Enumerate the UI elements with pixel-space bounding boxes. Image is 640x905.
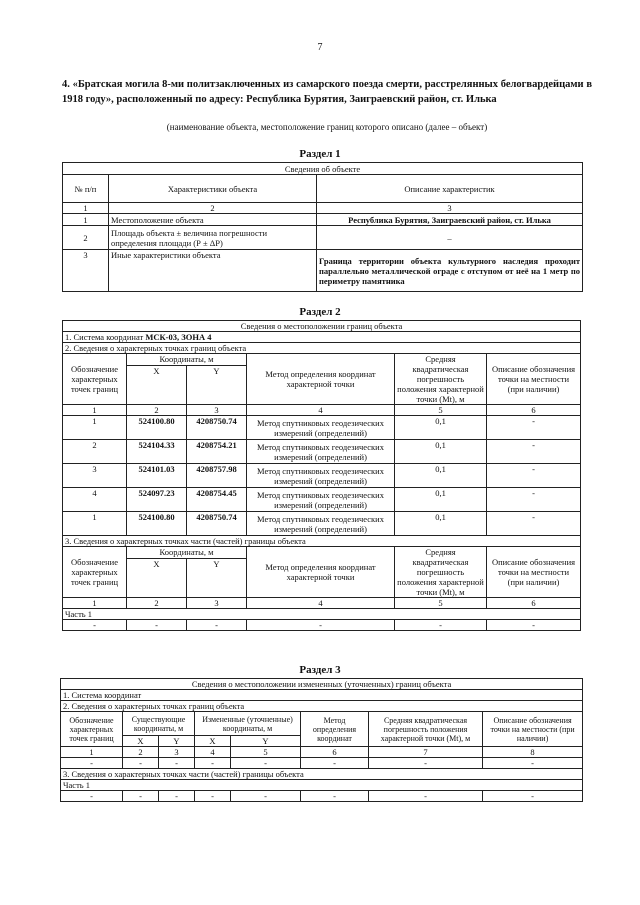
col-index: 7	[369, 747, 483, 758]
empty-cell: -	[123, 758, 159, 769]
empty-cell: -	[231, 758, 301, 769]
point-x: 524100.80	[127, 512, 187, 536]
point-x: 524101.03	[127, 464, 187, 488]
empty-cell: -	[483, 758, 583, 769]
designation-header: Обозначение характерных точек границ	[61, 712, 123, 747]
table-row	[63, 440, 581, 464]
col-index: 3	[187, 405, 247, 416]
point-description: -	[487, 464, 581, 488]
changed-coords-header: Измененные (уточненные) координаты, м	[195, 712, 301, 736]
col-index: 1	[63, 203, 109, 214]
section1-title: Раздел 1	[299, 148, 341, 160]
section2-table-title: Сведения о местоположении границ объекта	[63, 321, 581, 332]
x-header: X	[195, 736, 231, 747]
col-index: 5	[395, 598, 487, 609]
point-x: 524097.23	[127, 488, 187, 512]
coordinate-system-label: 1. Система координат	[65, 332, 146, 342]
empty-cell: -	[247, 620, 395, 631]
point-method: Метод спутниковых геодезических измерений (определений)	[247, 440, 395, 464]
col-index: 3	[187, 598, 247, 609]
heading-note: (наименование объекта, местоположение границ которого описано (далее – объект)	[166, 122, 488, 132]
x-header: X	[127, 558, 187, 597]
coordinate-system: 1. Система координат	[61, 690, 583, 701]
parts-title: 3. Сведения о характерных точках части (частей) границы объекта	[63, 536, 581, 547]
point-description-header: Описание обозначения точки на местности (при наличии)	[487, 354, 581, 405]
coords-header: Координаты, м	[127, 354, 247, 366]
empty-cell: -	[301, 758, 369, 769]
col-index: 2	[127, 598, 187, 609]
empty-cell: -	[231, 791, 301, 802]
table-row	[63, 464, 581, 488]
point-description: -	[487, 416, 581, 440]
point-method: Метод спутниковых геодезических измерений (определений)	[247, 416, 395, 440]
characteristic-name: Местоположение объекта	[109, 214, 317, 226]
section1-table	[62, 162, 583, 292]
point-number: 1	[63, 416, 127, 440]
col-index: 5	[395, 405, 487, 416]
point-y: 4208757.98	[187, 464, 247, 488]
col-index: 8	[483, 747, 583, 758]
point-x: 524104.33	[127, 440, 187, 464]
y-header: Y	[187, 365, 247, 404]
point-rmse: 0,1	[395, 440, 487, 464]
characteristic-name: Площадь объекта ± величина погрешности определения площади (Р ± ΔР)	[109, 226, 317, 250]
method-header: Метод определения координат характерной точки	[247, 354, 395, 405]
parts-title: 3. Сведения о характерных точках части (частей) границы объекта	[61, 769, 583, 780]
characteristic-value: Граница территории объекта культурного наследия проходит параллельно металлической ограде с отступом от неё на 1 метр по периметру памятника	[317, 250, 583, 292]
table-row	[63, 416, 581, 440]
empty-cell: -	[61, 791, 123, 802]
empty-cell: -	[159, 758, 195, 769]
table-row	[61, 791, 583, 802]
y-header: Y	[231, 736, 301, 747]
col-index: 3	[317, 203, 583, 214]
col-index: 1	[63, 405, 127, 416]
object-heading: 4. «Братская могила 8-ми политзаключенных из самарского поезда смерти, расстрелянных белогвардейцами в 1918 году», расположенный по адресу: Республика Бурятия, Заиграевский район, ст. Илька	[62, 79, 592, 105]
empty-cell: -	[195, 758, 231, 769]
table-row	[63, 488, 581, 512]
section2-title: Раздел 2	[299, 306, 341, 318]
empty-cell: -	[123, 791, 159, 802]
col-index: 4	[195, 747, 231, 758]
rmse-header: Средняя квадратическая погрешность положения характерной точки (Mt), м	[395, 354, 487, 405]
section3-table	[60, 678, 583, 802]
empty-cell: -	[301, 791, 369, 802]
col-index: 5	[231, 747, 301, 758]
characteristic-value: –	[317, 226, 583, 250]
points-title: 2. Сведения о характерных точках границ объекта	[63, 343, 581, 354]
row-number: 3	[63, 250, 109, 292]
section3-title: Раздел 3	[299, 664, 341, 676]
coords-header: Координаты, м	[127, 547, 247, 559]
rmse-header: Средняя квадратическая погрешность положения характерной точки (Mt), м	[395, 547, 487, 598]
col-index: 4	[247, 405, 395, 416]
characteristic-value: Республика Бурятия, Заиграевский район, ст. Илька	[317, 214, 583, 226]
col-index: 1	[61, 747, 123, 758]
empty-cell: -	[487, 620, 581, 631]
designation-header: Обозначение характерных точек границ	[63, 547, 127, 598]
point-y: 4208754.45	[187, 488, 247, 512]
point-rmse: 0,1	[395, 512, 487, 536]
col-index: 1	[63, 598, 127, 609]
col-characteristics-header: Характеристики объекта	[109, 175, 317, 203]
y-header: Y	[187, 558, 247, 597]
col-index: 2	[127, 405, 187, 416]
x-header: X	[127, 365, 187, 404]
empty-cell: -	[369, 791, 483, 802]
x-header: X	[123, 736, 159, 747]
point-number: 4	[63, 488, 127, 512]
table-row	[63, 250, 583, 292]
empty-cell: -	[395, 620, 487, 631]
table-row	[61, 758, 583, 769]
col-index: 4	[247, 598, 395, 609]
existing-coords-header: Существующие координаты, м	[123, 712, 195, 736]
characteristic-name: Иные характеристики объекта	[109, 250, 317, 292]
point-description: -	[487, 488, 581, 512]
point-rmse: 0,1	[395, 464, 487, 488]
empty-cell: -	[127, 620, 187, 631]
method-header: Метод определения координат	[301, 712, 369, 747]
section1-table-title: Сведения об объекте	[63, 163, 583, 175]
point-description: -	[487, 512, 581, 536]
coordinate-system-value: МСК-03, ЗОНА 4	[145, 332, 212, 342]
designation-header: Обозначение характерных точек границ	[63, 354, 127, 405]
points-title: 2. Сведения о характерных точках границ объекта	[61, 701, 583, 712]
section3-table-title: Сведения о местоположении измененных (уточненных) границ объекта	[61, 679, 583, 690]
empty-cell: -	[483, 791, 583, 802]
table-row	[63, 620, 581, 631]
col-index: 6	[487, 405, 581, 416]
section2-table	[62, 320, 581, 631]
empty-cell: -	[187, 620, 247, 631]
method-header: Метод определения координат характерной точки	[247, 547, 395, 598]
col-index: 6	[487, 598, 581, 609]
point-description-header: Описание обозначения точки на местности (при наличии)	[487, 547, 581, 598]
rmse-header: Средняя квадратическая погрешность положения характерной точки (Mt), м	[369, 712, 483, 747]
row-number: 2	[63, 226, 109, 250]
point-rmse: 0,1	[395, 416, 487, 440]
coordinate-system	[63, 332, 581, 343]
empty-cell: -	[63, 620, 127, 631]
y-header: Y	[159, 736, 195, 747]
point-x: 524100.80	[127, 416, 187, 440]
empty-cell: -	[369, 758, 483, 769]
empty-cell: -	[195, 791, 231, 802]
part-label: Часть 1	[61, 780, 583, 791]
point-method: Метод спутниковых геодезических измерений (определений)	[247, 464, 395, 488]
point-description-header: Описание обозначения точки на местности (при наличии)	[483, 712, 583, 747]
point-description: -	[487, 440, 581, 464]
empty-cell: -	[159, 791, 195, 802]
page-number: 7	[317, 42, 323, 53]
point-method: Метод спутниковых геодезических измерений (определений)	[247, 488, 395, 512]
point-number: 3	[63, 464, 127, 488]
row-number: 1	[63, 214, 109, 226]
point-number: 2	[63, 440, 127, 464]
col-number-header: № п/п	[63, 175, 109, 203]
point-y: 4208750.74	[187, 416, 247, 440]
part-label: Часть 1	[63, 609, 581, 620]
col-description-header: Описание характеристик	[317, 175, 583, 203]
table-row	[63, 226, 583, 250]
col-index: 3	[159, 747, 195, 758]
table-row	[63, 214, 583, 226]
point-y: 4208750.74	[187, 512, 247, 536]
point-number: 1	[63, 512, 127, 536]
col-index: 2	[123, 747, 159, 758]
table-row	[63, 512, 581, 536]
point-method: Метод спутниковых геодезических измерений (определений)	[247, 512, 395, 536]
point-y: 4208754.21	[187, 440, 247, 464]
empty-cell: -	[61, 758, 123, 769]
col-index: 6	[301, 747, 369, 758]
point-rmse: 0,1	[395, 488, 487, 512]
col-index: 2	[109, 203, 317, 214]
